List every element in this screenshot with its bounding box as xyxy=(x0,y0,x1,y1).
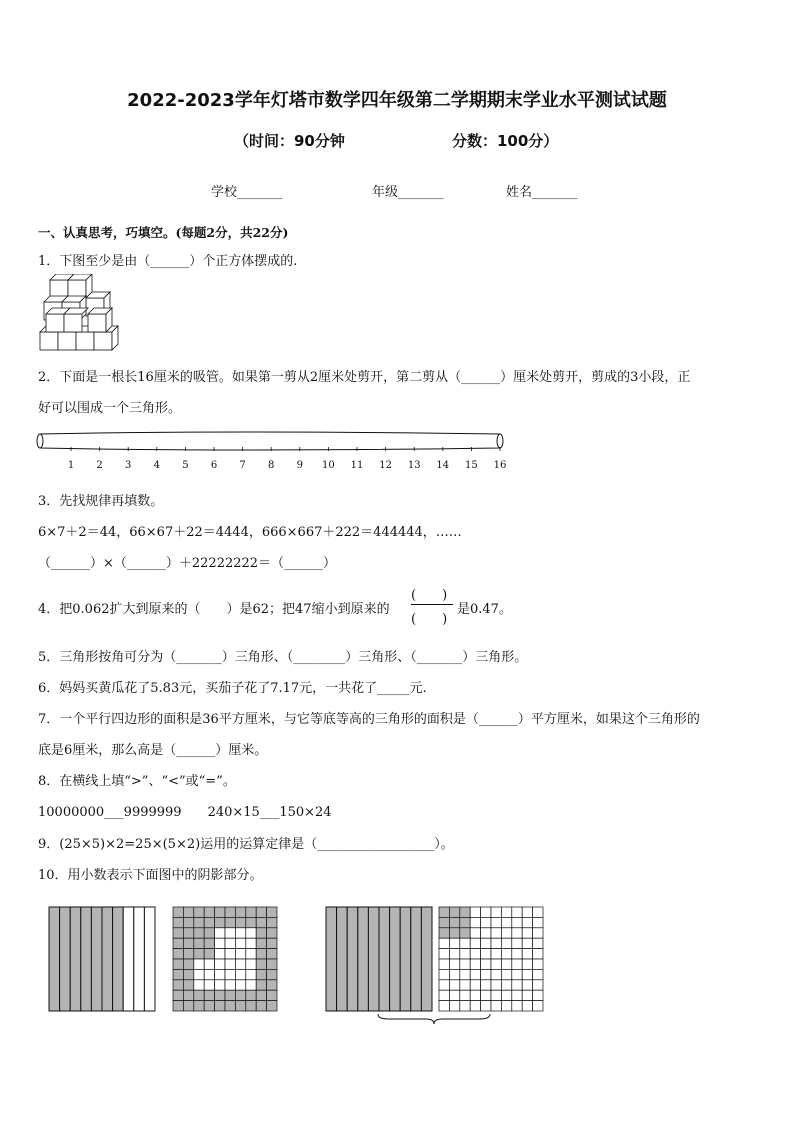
grid-cell xyxy=(512,969,522,979)
grid-cell xyxy=(256,917,266,927)
grid-cell xyxy=(470,928,480,938)
fraction-bar xyxy=(411,604,453,605)
grid-cell xyxy=(491,949,501,959)
grid-cell xyxy=(215,907,225,917)
grid-cell xyxy=(267,938,277,948)
grid-cell xyxy=(470,1001,480,1011)
exam-time: （时间：90分钟 xyxy=(234,132,345,150)
grid-cell xyxy=(439,949,449,959)
strip-cell xyxy=(400,907,411,1011)
figure-c-strips xyxy=(324,906,434,1012)
grid-cell xyxy=(267,959,277,969)
ruler-label: 15 xyxy=(465,460,478,471)
grid-cell xyxy=(215,928,225,938)
grid-cell xyxy=(194,928,204,938)
grid-cell xyxy=(501,959,511,969)
grid-cell xyxy=(491,980,501,990)
grid-cell xyxy=(194,990,204,1000)
exam-score: 分数：100分） xyxy=(452,132,559,150)
strip-cell xyxy=(347,907,358,1011)
strip-cell xyxy=(411,907,422,1011)
grid-cell xyxy=(235,990,245,1000)
grid-cell xyxy=(533,938,543,948)
grid-cell xyxy=(204,980,214,990)
grid-cell xyxy=(204,917,214,927)
ruler-label: 2 xyxy=(96,460,103,471)
grid-cell xyxy=(460,949,470,959)
strip-cell xyxy=(134,907,145,1011)
grid-cell xyxy=(173,980,183,990)
grid-cell xyxy=(267,980,277,990)
grid-cell xyxy=(256,907,266,917)
grid-cell xyxy=(501,917,511,927)
strip-cell xyxy=(91,907,102,1011)
grid-cell xyxy=(512,990,522,1000)
grid-cell xyxy=(215,990,225,1000)
question-2-line-2: 好可以围成一个三角形。 xyxy=(38,401,182,416)
question-3-line-3: （______）×（______）＋22222222＝（______） xyxy=(38,556,337,571)
grid-cell xyxy=(439,938,449,948)
grid-cell xyxy=(522,1001,532,1011)
figure-b-grid xyxy=(172,906,280,1012)
grid-cell xyxy=(183,969,193,979)
grid-cell xyxy=(267,949,277,959)
grid-cell xyxy=(522,969,532,979)
grid-cell xyxy=(204,938,214,948)
grid-cell xyxy=(439,959,449,969)
grid-cell xyxy=(481,928,491,938)
question-8-line-2: 10000000___9999999 240×15___150×24 xyxy=(38,805,332,820)
grid-cell xyxy=(194,980,204,990)
grid-cell xyxy=(481,959,491,969)
grid-cell xyxy=(256,990,266,1000)
grid-cell xyxy=(215,980,225,990)
grid-cell xyxy=(183,917,193,927)
grid-cell xyxy=(512,907,522,917)
grid-cell xyxy=(449,990,459,1000)
grid-cell xyxy=(439,907,449,917)
grid-cell xyxy=(183,907,193,917)
grid-cell xyxy=(470,980,480,990)
grid-cell xyxy=(439,1001,449,1011)
strip-cell xyxy=(337,907,348,1011)
ruler-label: 4 xyxy=(153,460,160,471)
grid-cell xyxy=(246,917,256,927)
fraction-numerator: ( ) xyxy=(411,588,448,603)
grid-cell xyxy=(235,907,245,917)
grid-cell xyxy=(215,959,225,969)
question-6: 6．妈妈买黄瓜花了5.83元，买茄子花了7.17元，一共花了_____元. xyxy=(38,681,427,696)
grid-cell xyxy=(173,917,183,927)
grid-cell xyxy=(449,917,459,927)
grid-cell xyxy=(533,980,543,990)
grid-cell xyxy=(173,949,183,959)
grid-cell xyxy=(501,980,511,990)
grid-cell xyxy=(204,959,214,969)
grid-cell xyxy=(449,949,459,959)
grid-cell xyxy=(194,1001,204,1011)
grid-cell xyxy=(522,928,532,938)
grid-cell xyxy=(460,959,470,969)
fraction-denominator: ( ) xyxy=(411,612,448,627)
grid-cell xyxy=(225,949,235,959)
grid-cell xyxy=(533,1001,543,1011)
grid-cell xyxy=(491,959,501,969)
grid-cell xyxy=(460,969,470,979)
strip-cell xyxy=(358,907,369,1011)
question-1: 1．下图至少是由（______）个正方体摆成的. xyxy=(38,254,298,269)
grid-cell xyxy=(501,1001,511,1011)
grid-cell xyxy=(256,949,266,959)
grid-cell xyxy=(204,990,214,1000)
grid-cell xyxy=(439,928,449,938)
grid-cell xyxy=(449,907,459,917)
grid-cell xyxy=(522,980,532,990)
strip-cell xyxy=(81,907,92,1011)
grid-cell xyxy=(194,938,204,948)
grid-cell xyxy=(439,990,449,1000)
grid-cell xyxy=(235,949,245,959)
ruler-label: 6 xyxy=(210,460,218,471)
grid-cell xyxy=(481,969,491,979)
ruler-label: 8 xyxy=(268,460,275,471)
grid-cell xyxy=(235,959,245,969)
ruler-label: 11 xyxy=(350,460,364,471)
grid-cell xyxy=(183,949,193,959)
grid-cell xyxy=(491,1001,501,1011)
grid-cell xyxy=(470,907,480,917)
grid-cell xyxy=(225,907,235,917)
grid-cell xyxy=(183,928,193,938)
grid-cell xyxy=(460,938,470,948)
grid-cell xyxy=(173,959,183,969)
strip-cell xyxy=(60,907,71,1011)
grid-cell xyxy=(173,990,183,1000)
grid-cell xyxy=(246,969,256,979)
grid-cell xyxy=(460,1001,470,1011)
grid-cell xyxy=(225,980,235,990)
grid-cell xyxy=(522,938,532,948)
grid-cell xyxy=(183,980,193,990)
grid-cell xyxy=(235,938,245,948)
grid-cell xyxy=(491,917,501,927)
grid-cell xyxy=(501,949,511,959)
grid-cell xyxy=(491,907,501,917)
grid-cell xyxy=(267,969,277,979)
grid-cell xyxy=(460,990,470,1000)
grid-cell xyxy=(225,969,235,979)
grid-cell xyxy=(501,990,511,1000)
grid-cell xyxy=(194,907,204,917)
name-field[interactable]: 姓名_______ xyxy=(506,185,578,200)
ruler-label: 13 xyxy=(407,460,421,471)
question-5: 5．三角形按角可分为（_______）三角形、（________）三角形、（_______）三角形。 xyxy=(38,650,528,665)
grid-cell xyxy=(267,1001,277,1011)
grid-cell xyxy=(256,1001,266,1011)
grid-cell xyxy=(246,928,256,938)
grid-cell xyxy=(256,969,266,979)
grid-cell xyxy=(256,938,266,948)
grid-cell xyxy=(246,938,256,948)
grid-cell xyxy=(512,959,522,969)
grid-cell xyxy=(173,969,183,979)
grid-cell xyxy=(512,928,522,938)
page-title: 2022-2023学年灯塔市数学四年级第二学期期末学业水平测试试题 xyxy=(127,90,667,111)
strip-cell xyxy=(144,907,155,1011)
grid-cell xyxy=(449,980,459,990)
grid-cell xyxy=(225,938,235,948)
grid-cell xyxy=(522,907,532,917)
grid-cell xyxy=(246,990,256,1000)
grid-cell xyxy=(449,938,459,948)
grid-cell xyxy=(194,959,204,969)
grid-cell xyxy=(256,928,266,938)
grid-cell xyxy=(491,990,501,1000)
grid-cell xyxy=(204,928,214,938)
grid-cell xyxy=(439,980,449,990)
grid-cell xyxy=(204,1001,214,1011)
ruler-label: 10 xyxy=(322,460,335,471)
grid-cell xyxy=(235,980,245,990)
grid-cell xyxy=(481,938,491,948)
straw-ruler-figure xyxy=(34,428,514,474)
question-4-part-a: 4．把0.062扩大到原来的（ ）是62；把47缩小到原来的 xyxy=(38,602,390,617)
grid-cell xyxy=(533,917,543,927)
grid-cell xyxy=(533,928,543,938)
grid-cell xyxy=(183,1001,193,1011)
ruler-label: 16 xyxy=(493,460,507,471)
grid-cell xyxy=(225,917,235,927)
grid-cell xyxy=(215,938,225,948)
strip-cell xyxy=(123,907,134,1011)
grid-cell xyxy=(460,980,470,990)
ruler-label: 1 xyxy=(67,460,75,471)
grid-cell xyxy=(267,907,277,917)
grid-cell xyxy=(225,990,235,1000)
grid-cell xyxy=(470,990,480,1000)
grid-cell xyxy=(449,928,459,938)
grid-cell xyxy=(173,907,183,917)
grid-cell xyxy=(522,990,532,1000)
grid-cell xyxy=(204,907,214,917)
grid-cell xyxy=(225,928,235,938)
grid-cell xyxy=(533,969,543,979)
grid-cell xyxy=(481,990,491,1000)
grid-cell xyxy=(225,959,235,969)
brace-figure xyxy=(376,1012,492,1026)
grid-cell xyxy=(481,1001,491,1011)
grid-cell xyxy=(194,949,204,959)
grid-cell xyxy=(194,969,204,979)
grid-cell xyxy=(439,917,449,927)
figure-d-grid xyxy=(438,906,546,1012)
grid-cell xyxy=(481,980,491,990)
grid-cell xyxy=(173,1001,183,1011)
grid-cell xyxy=(449,969,459,979)
strip-cell xyxy=(70,907,81,1011)
grid-cell xyxy=(204,969,214,979)
grid-cell xyxy=(439,969,449,979)
question-10: 10．用小数表示下面图中的阴影部分。 xyxy=(38,868,263,883)
question-8-line-1: 8．在横线上填“>”、“<”或“=”。 xyxy=(38,774,236,789)
grid-cell xyxy=(533,990,543,1000)
cube-stack-figure xyxy=(38,274,124,354)
section-heading: 一、认真思考，巧填空。(每题2分，共22分) xyxy=(38,225,289,240)
grid-cell xyxy=(491,938,501,948)
grid-cell xyxy=(215,1001,225,1011)
strip-cell xyxy=(379,907,390,1011)
grid-cell xyxy=(183,959,193,969)
school-field[interactable]: 学校_______ xyxy=(211,185,283,200)
grid-cell xyxy=(533,949,543,959)
grid-cell xyxy=(246,1001,256,1011)
grid-cell xyxy=(460,917,470,927)
grid-cell xyxy=(215,917,225,927)
question-2-line-1: 2．下面是一根长16厘米的吸管。如果第一剪从2厘米处剪开，第二剪从（______）厘米处剪开，剪成的3小段，正 xyxy=(38,370,691,385)
question-3-line-1: 3．先找规律再填数。 xyxy=(38,494,164,509)
grid-cell xyxy=(225,1001,235,1011)
grid-cell xyxy=(194,917,204,927)
grid-cell xyxy=(256,959,266,969)
grid-cell xyxy=(246,949,256,959)
grid-cell xyxy=(512,938,522,948)
grid-cell xyxy=(173,928,183,938)
question-9: 9．(25×5)×2=25×(5×2)运用的运算定律是（__________________）。 xyxy=(38,837,454,852)
grid-cell xyxy=(512,917,522,927)
grid-cell xyxy=(215,949,225,959)
grid-cell xyxy=(460,928,470,938)
grid-cell xyxy=(470,917,480,927)
figure-a-strips xyxy=(47,906,157,1012)
ruler-label: 12 xyxy=(379,460,392,471)
grid-cell xyxy=(481,907,491,917)
grid-cell xyxy=(512,949,522,959)
grid-cell xyxy=(491,969,501,979)
strip-cell xyxy=(49,907,60,1011)
grid-cell xyxy=(470,969,480,979)
grid-cell xyxy=(522,949,532,959)
grid-cell xyxy=(235,917,245,927)
grid-cell xyxy=(256,980,266,990)
strip-cell xyxy=(390,907,401,1011)
strip-cell xyxy=(368,907,379,1011)
ruler-label: 5 xyxy=(182,460,189,471)
grid-cell xyxy=(501,928,511,938)
ruler-label: 14 xyxy=(436,460,450,471)
grid-cell xyxy=(470,938,480,948)
ruler-label: 3 xyxy=(125,460,132,471)
strip-cell xyxy=(113,907,124,1011)
grid-cell xyxy=(522,917,532,927)
grid-cell xyxy=(470,949,480,959)
grid-cell xyxy=(470,959,480,969)
grid-cell xyxy=(533,907,543,917)
grid-cell xyxy=(501,969,511,979)
grid-cell xyxy=(501,938,511,948)
grid-cell xyxy=(235,928,245,938)
grid-cell xyxy=(481,917,491,927)
grid-cell xyxy=(204,949,214,959)
question-7-line-1: 7．一个平行四边形的面积是36平方厘米，与它等底等高的三角形的面积是（______）平方厘米，如果这个三角形的 xyxy=(38,712,700,727)
grid-cell xyxy=(267,928,277,938)
question-3-line-2: 6×7＋2＝44，66×67＋22＝4444，666×667＋222＝444444，…… xyxy=(38,525,462,540)
grid-cell xyxy=(215,969,225,979)
grid-cell xyxy=(267,990,277,1000)
grid-cell xyxy=(533,959,543,969)
grid-cell xyxy=(512,1001,522,1011)
grid-cell xyxy=(246,959,256,969)
grid-cell xyxy=(501,907,511,917)
grid-cell xyxy=(173,938,183,948)
grid-cell xyxy=(522,959,532,969)
grid-cell xyxy=(246,980,256,990)
grid-cell xyxy=(481,949,491,959)
grid-cell xyxy=(183,990,193,1000)
ruler-label: 9 xyxy=(296,460,303,471)
grade-field[interactable]: 年级_______ xyxy=(372,185,444,200)
grid-cell xyxy=(235,969,245,979)
grid-cell xyxy=(246,907,256,917)
grid-cell xyxy=(449,1001,459,1011)
grid-cell xyxy=(512,980,522,990)
grid-cell xyxy=(460,907,470,917)
grid-cell xyxy=(267,917,277,927)
grid-cell xyxy=(183,938,193,948)
question-7-line-2: 底是6厘米，那么高是（______）厘米。 xyxy=(38,743,268,758)
question-4-part-b: 是0.47。 xyxy=(457,602,512,617)
grid-cell xyxy=(235,1001,245,1011)
strip-cell xyxy=(421,907,432,1011)
grid-cell xyxy=(491,928,501,938)
ruler-label: 7 xyxy=(239,460,246,471)
strip-cell xyxy=(326,907,337,1011)
grid-cell xyxy=(449,959,459,969)
strip-cell xyxy=(102,907,113,1011)
